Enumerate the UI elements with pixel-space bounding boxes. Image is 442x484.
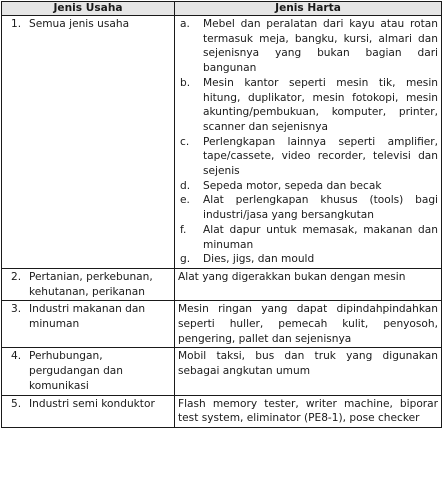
jenis-harta-table: [1, 1, 442, 428]
header-jenis-usaha: Jenis Usaha: [2, 2, 175, 16]
row-number: 1.: [11, 18, 22, 30]
item-text: Dies, jigs, dan mould: [203, 253, 315, 266]
row-number: 3.: [11, 303, 22, 316]
table-row: [2, 301, 442, 348]
item-text: Mesin kantor seperti mesin tik, mesin hitung, duplikator, mesin fotokopi, mesin akunting/pembukuan, komputer, printer, scanner dan sejenisnya: [203, 76, 438, 133]
list-item: [178, 76, 438, 135]
usaha-cell: [2, 348, 175, 395]
item-text: Perlengkapan lainnya seperti amplifier, tape/cassete, video recorder, televisi dan sejenis: [203, 135, 438, 178]
item-letter: c.: [180, 135, 190, 148]
row-number: 5.: [11, 397, 22, 410]
list-item: [178, 135, 438, 179]
list-item: [178, 252, 438, 267]
usaha-text: Pertanian, perkebunan, kehutanan, perikanan: [29, 270, 153, 298]
usaha-text: Industri makanan dan minuman: [29, 303, 146, 331]
usaha-text: Semua jenis usaha: [29, 18, 130, 30]
harta-text: Mesin ringan yang dapat dipindahpindahkan seperti huller, pemecah kulit, penyosoh, pengering, pallet dan sejenisnya: [178, 303, 438, 345]
harta-text: Flash memory tester, writer machine, biporar test system, eliminator (PE8-1), pose checker: [178, 397, 438, 425]
harta-cell: [175, 395, 442, 427]
item-letter: e.: [180, 194, 190, 207]
usaha-cell: [2, 268, 175, 300]
item-letter: a.: [180, 18, 190, 30]
item-letter: d.: [180, 179, 191, 192]
harta-cell: [175, 268, 442, 300]
harta-cell: [175, 348, 442, 395]
item-letter: g.: [180, 253, 191, 266]
harta-text: Alat yang digerakkan bukan dengan mesin: [178, 270, 406, 283]
table-row: [2, 16, 442, 269]
usaha-text: Perhubungan, pergudangan dan komunikasi: [29, 350, 124, 392]
list-item: [178, 223, 438, 252]
harta-cell: [175, 301, 442, 348]
usaha-cell: [2, 395, 175, 427]
harta-cell: [175, 16, 442, 269]
list-item: [178, 193, 438, 222]
usaha-text: Industri semi konduktor: [29, 397, 155, 410]
list-item: [178, 17, 438, 76]
item-text: Alat dapur untuk memasak, makanan dan minuman: [203, 223, 438, 251]
usaha-cell: [2, 16, 175, 269]
row-number: 2.: [11, 270, 22, 283]
item-letter: b.: [180, 76, 191, 89]
row-number: 4.: [11, 350, 22, 363]
list-item: [178, 179, 438, 194]
usaha-cell: [2, 301, 175, 348]
header-jenis-harta: Jenis Harta: [175, 2, 442, 16]
table-row: [2, 395, 442, 427]
item-text: Mebel dan peralatan dari kayu atau rotan termasuk meja, bangku, kursi, almari dan sejenisnya yang bukan bagian dari bangunan: [203, 18, 438, 75]
table-row: [2, 348, 442, 395]
item-text: Sepeda motor, sepeda dan becak: [203, 179, 382, 192]
table-header-row: [2, 2, 442, 16]
harta-text: Mobil taksi, bus dan truk yang digunakan sebagai angkutan umum: [178, 350, 438, 378]
item-letter: f.: [180, 223, 187, 236]
table-row: [2, 268, 442, 300]
item-text: Alat perlengkapan khusus (tools) bagi industri/jasa yang bersangkutan: [203, 194, 438, 222]
